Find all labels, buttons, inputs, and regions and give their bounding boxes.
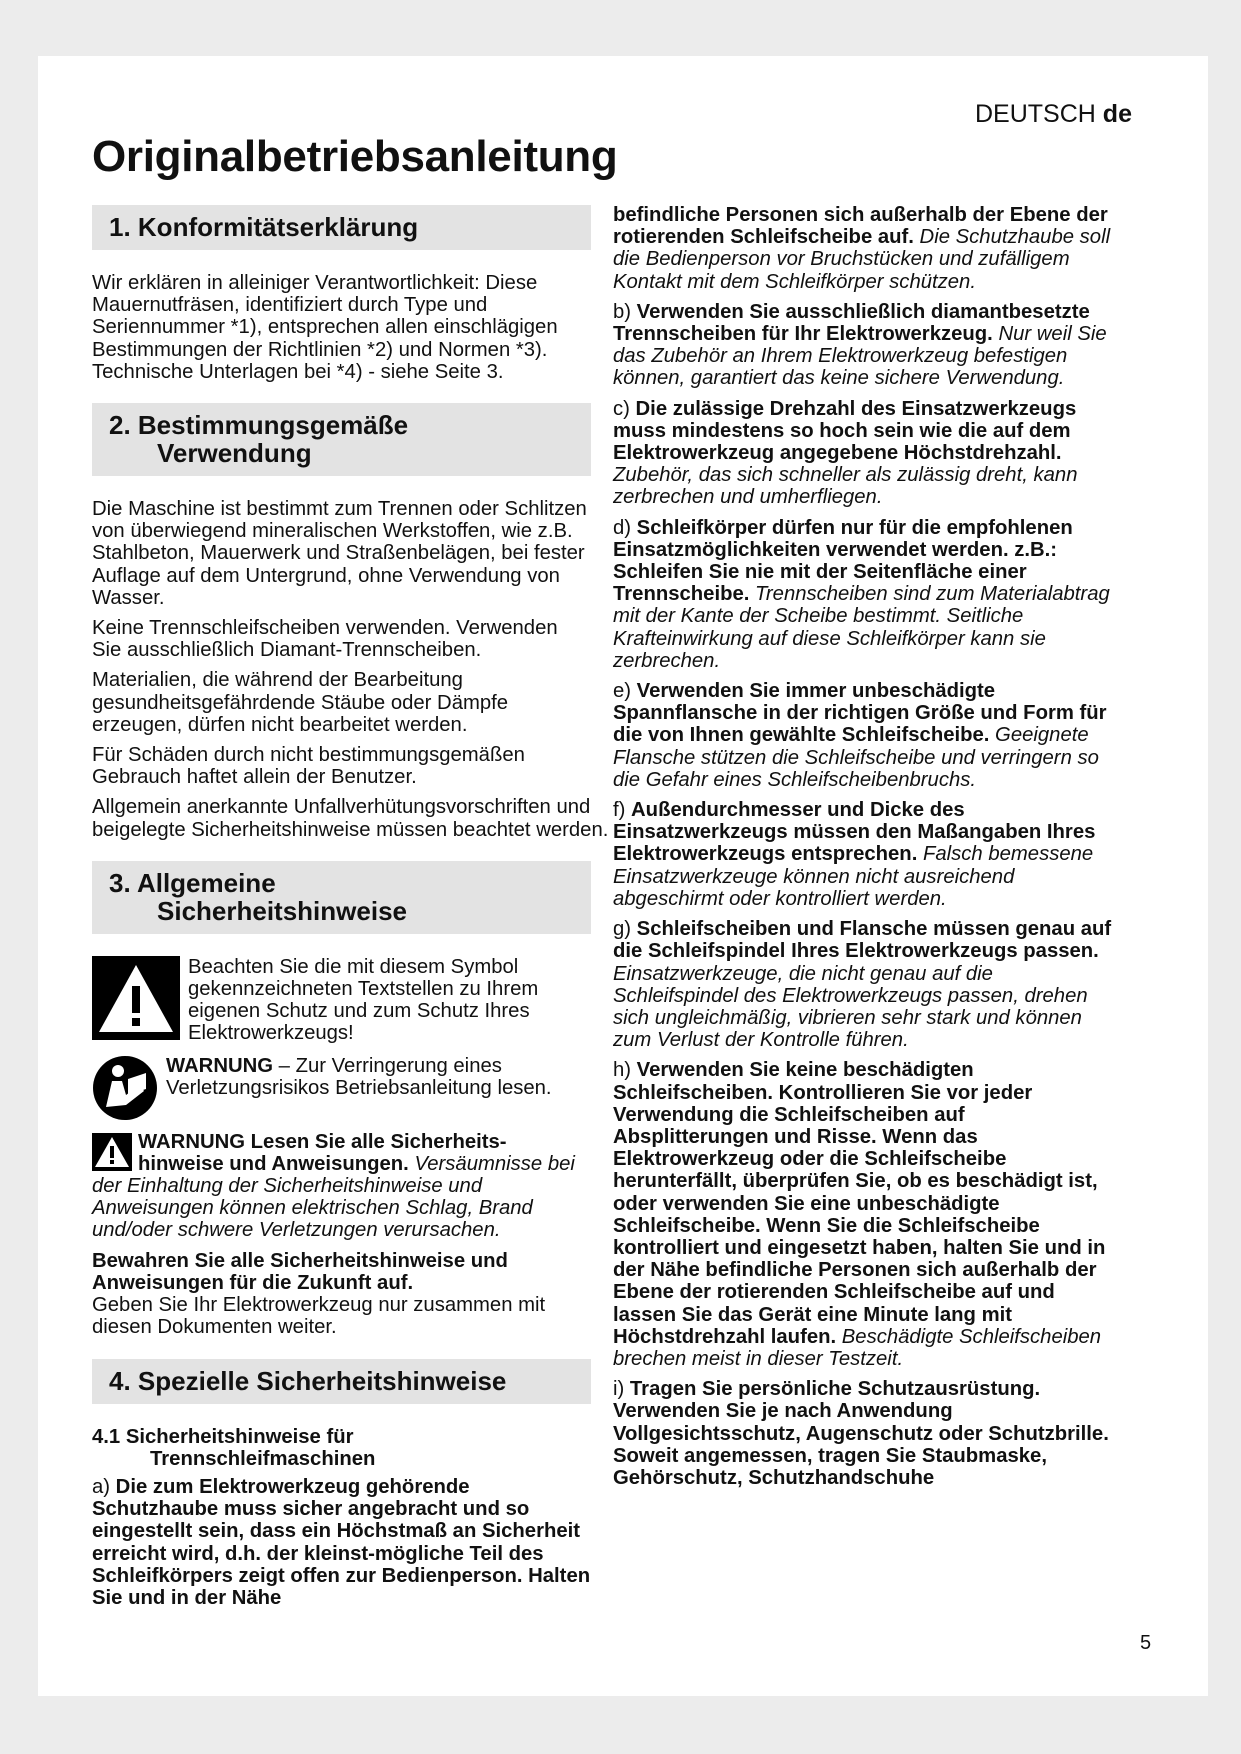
item-a-cont-bold: befindliche Personen sich außerhalb der Ebene der rotierenden Schleifscheibe auf. [613,204,1108,249]
read-manual-text [166,1055,592,1121]
item-e-bold: Verwenden Sie immer unbeschädigte Spannflansche in der richtigen Größe und Form für die von Ihnen gewählte Schleifscheibe. [613,680,1107,747]
section-heading-1: 1. Konformitätserklärung [92,205,591,250]
language-label: DEUTSCH [975,100,1096,128]
item-c-italic: Zubehör, das sich schneller als zulässig dreht, kann zerbrechen und umherfliegen. [613,464,1078,509]
item-a-continued [613,204,1113,293]
item-h-italic: Beschädigte Schleifscheiben brechen meist in dieser Testzeit. [613,1325,1102,1370]
item-b-bold: Verwenden Sie ausschließlich diamantbesetzte Trennscheiben für Ihr Elektrowerkzeug. [613,300,1090,346]
page-title: Originalbetriebsanleitung [92,132,618,181]
item-a-cont-italic: Die Schutzhaube soll die Bedienperson vor Bruchstücken und zufälligem Kontakt mit dem Schleifkörper schützen. [613,226,1111,293]
item-h-label: h) [613,1059,637,1082]
item-a-bold: Die zum Elektrowerkzeug gehörende Schutzhaube muss sicher angebracht und so eingestellt sein, dass ein Höchstmaß an Sicherheit erreicht wird, d.h. der kleinst-mögliche Teil des Schleifkörpers zeigt offen zur Bedienperson. Halten Sie und in der Nähe [92,1475,591,1609]
language-header [975,100,1132,129]
item-h [613,1059,1113,1370]
item-b [613,301,1113,390]
subsection-4-1-line1: 4.1 Sicherheitshinweise für [92,1425,354,1448]
item-f [613,799,1113,910]
general-warning-text [92,1131,592,1242]
page-number: 5 [1140,1632,1152,1654]
section-1-text: Wir erklären in alleiniger Verantwortlichkeit: Diese Mauernutfräsen, identifiziert durch Type und Seriennummer *1), entsprechen allen einschlägigen Bestimmungen der Richtlinien *2) und Normen *3). Technische Unterlagen bei *4) - siehe Seite 3. [92,272,558,383]
general-warning-bold: WARNUNG Lesen Sie alle Sicherheits-hinweise und Anweisungen. [138,1130,507,1175]
section-heading-4: 4. Spezielle Sicherheitshinweise [92,1359,591,1404]
section-2-para-3: Materialien, die während der Bearbeitung gesundheitsgefährdende Stäube oder Dämpfe erzeugen, dürfen nicht bearbeitet werden. [92,669,509,736]
section-3-heading-line2: Sicherheitshinweise [157,895,407,926]
item-g-bold: Schleifscheiben und Flansche müssen genau auf die Schleifspindel Ihres Elektrowerkzeugs passen. [613,918,1112,963]
item-d-italic: Trennscheiben sind zum Materialabtrag mit der Kante der Scheibe bestimmt. Seitliche Krafteinwirkung auf diese Schleifkörper kann sie zerbrechen. [613,583,1110,672]
section-3-heading-line1: 3. Allgemeine [109,867,276,898]
symbol-explanation: Beachten Sie die mit diesem Symbol gekennzeichneten Textstellen zu Ihrem eigenen Schutz und zum Schutz Ihres Elektrowerkzeugs! [188,955,539,1045]
item-d-label: d) [613,516,637,539]
section-heading-3 [92,861,591,934]
section-2-heading-line1: 2. Bestimmungsgemäße [109,410,409,441]
item-e-italic: Geeignete Flansche stützen die Schleifscheibe und verringern so die Gefahr eines Schleifscheibenbruchs. [613,724,1099,791]
warning-read-manual: – Zur Verringerung eines Verletzungsrisikos Betriebsanleitung lesen. [166,1054,552,1099]
item-f-bold: Außendurchmesser und Dicke des Einsatzwerkzeugs müssen den Maßangaben Ihres Elektrowerkzeugs entsprechen. [613,799,1096,866]
warning-label: WARNUNG [166,1054,274,1077]
item-e [613,680,1113,791]
read-manual-row [92,1055,592,1121]
warning-triangle-icon [92,956,180,1040]
section-heading-2 [92,403,591,476]
section-2-para-4: Für Schäden durch nicht bestimmungsgemäßen Gebrauch haftet allein der Benutzer. [92,744,525,789]
section-2-para-1: Die Maschine ist bestimmt zum Trennen oder Schlitzen von überwiegend mineralischen Werkstoffen, wie z.B. Stahlbeton, Mauerwerk und Straßenbelägen, bei fester Auflage auf dem Untergrund, ohne Verwendung von Wasser. [92,498,587,609]
item-d [613,517,1113,672]
left-column [92,205,609,1617]
general-warning-row [92,1131,592,1242]
section-2-para-2: Keine Trennschleifscheiben verwenden. Verwenden Sie ausschließlich Diamant-Trennscheiben. [92,617,558,662]
item-g [613,918,1113,1051]
language-code: de [1102,100,1132,128]
item-e-label: e) [613,680,637,703]
item-f-label: f) [613,799,632,822]
item-i-bold: Tragen Sie persönliche Schutzausrüstung. Verwenden Sie je nach Anwendung Vollgesichtsschutz, Augenschutz oder Schutzbrille. Soweit angemessen, tragen Sie Staubmaske, Gehörschutz, Schutzhandschuhe [613,1378,1109,1489]
item-a-label: a) [92,1475,116,1498]
item-c [613,398,1113,509]
item-a [92,1476,592,1609]
subsection-4-1 [92,1426,592,1470]
keep-instructions [92,1250,592,1339]
item-i-label: i) [613,1378,630,1401]
item-g-italic: Einsatzwerkzeuge, die nicht genau auf die Schleifspindel des Elektrowerkzeugs passen, drehen sich ungleichmäßig, vibrieren sehr stark und können zum Verlust der Kontrolle führen. [613,962,1088,1052]
item-h-bold: Verwenden Sie keine beschädigten Schleifscheiben. Kontrollieren Sie vor jeder Verwendung die Schleifscheiben auf Absplitterungen und Risse. Wenn das Elektrowerkzeug oder die Schleifscheibe herunterfällt, überprüfen Sie, ob es beschädigt ist, oder verwenden Sie eine unbeschädigte Schleifscheibe. Wenn Sie die Schleifscheibe kontrolliert und eingesetzt haben, halten Sie und in der Nähe befindliche Personen sich außerhalb der Ebene der rotierenden Schleifscheibe auf und lassen Sie das Gerät eine Minute lang mit Höchstdrehzahl laufen. [613,1059,1106,1348]
small-warning-icon [92,1133,132,1171]
read-manual-icon [92,1055,158,1121]
item-i [613,1378,1113,1489]
subsection-4-1-line2: Trennschleifmaschinen [150,1447,376,1470]
item-d-bold: Schleifkörper dürfen nur für die empfohlenen Einsatzmöglichkeiten verwendet werden. z.B.: Schleifen Sie nie mit der Seitenfläche einer Trennscheibe. [613,516,1073,606]
item-c-bold: Die zulässige Drehzahl des Einsatzwerkzeugs muss mindestens so hoch sein wie die auf dem Elektrowerkzeug angegebene Höchstdrehzahl. [613,397,1077,465]
item-c-label: c) [613,397,636,420]
item-g-label: g) [613,918,637,941]
keep-instructions-text: Geben Sie Ihr Elektrowerkzeug nur zusammen mit diesen Dokumenten weiter. [92,1294,546,1339]
keep-instructions-bold: Bewahren Sie alle Sicherheitshinweise und Anweisungen für die Zukunft auf. [92,1249,508,1294]
warning-symbol-row [92,956,592,1045]
section-2-heading-line2: Verwendung [157,438,312,469]
section-2-para-5: Allgemein anerkannte Unfallverhütungsvorschriften und beigelegte Sicherheitshinweise müssen beachtet werden. [92,796,609,841]
general-warning-italic: Versäumnisse bei der Einhaltung der Sicherheitshinweise und Anweisungen können elektrischen Schlag, Brand und/oder schwere Verletzungen verursachen. [92,1152,575,1242]
right-column [613,204,1113,1497]
item-b-italic: Nur weil Sie das Zubehör an Ihrem Elektrowerkzeug befestigen können, garantiert das keine sichere Verwendung. [613,323,1107,390]
item-b-label: b) [613,300,637,323]
item-f-italic: Falsch bemessene Einsatzwerkzeuge können nicht ausreichend abgeschirmt oder kontrolliert werden. [613,843,1094,910]
